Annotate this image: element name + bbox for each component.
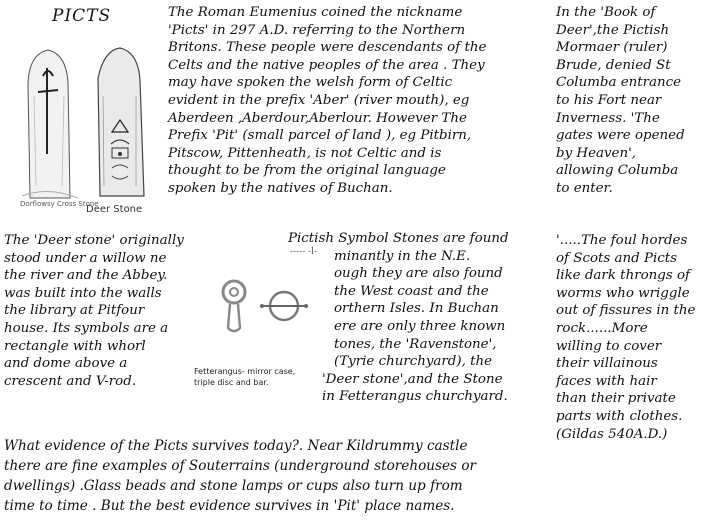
text-line: 'Deer stone',and the Stone <box>322 371 503 387</box>
text-line: The 'Deer stone' originally <box>4 233 184 248</box>
text-line: parts with clothes. <box>556 408 683 424</box>
text-line: Britons. These people were descendants of the <box>168 40 487 56</box>
caption-line: Fetterangus- mirror case, <box>194 367 296 376</box>
text-line: the library at Pitfour <box>4 303 145 319</box>
cross-stone-caption: Dorflowsy Cross Stone <box>20 200 99 208</box>
text-line: ough they are also found <box>334 266 503 282</box>
text-line: in Fetterangus churchyard. <box>322 389 508 405</box>
text-line: by Heaven', <box>556 145 637 161</box>
text-line: Deer',the Pictish <box>556 22 670 38</box>
text-line: Prefix 'Pit' (small parcel of land ), eg Pitbirn, <box>168 128 472 144</box>
text-line: spoken by the natives of Buchan. <box>168 180 393 196</box>
evidence-paragraph <box>4 436 709 516</box>
deer-stone-caption: Deer Stone <box>86 204 143 215</box>
text-line: to his Fort near <box>556 92 662 108</box>
text-line: Aberdeen ,Aberdour,Aberlour. However The <box>168 110 467 126</box>
symbol-caption <box>194 366 295 388</box>
deer-stone-image <box>98 48 144 196</box>
gildas-quote-paragraph <box>556 232 712 443</box>
text-line: may have spoken the welsh form of Celtic <box>168 75 453 91</box>
intro-paragraph <box>168 4 552 198</box>
text-line: allowing Columba <box>556 163 679 179</box>
text-line: The Roman Eumenius coined the nickname <box>168 5 463 20</box>
text-line: gates were opened <box>556 128 685 144</box>
text-line: willing to cover <box>556 338 662 354</box>
text-line: What evidence of the Picts survives today?. Near Kildrummy castle <box>4 438 468 454</box>
text-line: tones, the 'Ravenstone', <box>334 336 497 352</box>
text-line: (Tyrie churchyard), the <box>334 354 493 370</box>
text-line: to enter. <box>556 180 613 196</box>
text-line: Celts and the native peoples of the area . They <box>168 57 485 73</box>
text-line: '.....The foul hordes <box>556 233 688 248</box>
caption-line: triple disc and bar. <box>194 378 269 387</box>
text-line: evident in the prefix 'Aber' (river mouth), eg <box>168 92 470 108</box>
text-line: rock......More <box>556 320 648 336</box>
text-line: thought to be from the original language <box>168 163 446 179</box>
pictish-stones-illustration <box>8 36 160 216</box>
mirror-case-symbol <box>223 281 245 331</box>
text-line: house. Its symbols are a <box>4 320 169 336</box>
text-line: rectangle with whorl <box>4 338 146 354</box>
text-line: Columba entrance <box>556 75 682 91</box>
text-line: minantly in the N.E. <box>334 248 471 264</box>
text-line: of Scots and Picts <box>556 250 677 266</box>
text-line: Pitscow, Pittenheath, is not Celtic and is <box>168 145 442 161</box>
text-line: and dome above a <box>4 356 128 372</box>
text-line: orthern Isles. In Buchan <box>334 301 499 317</box>
text-line: the river and the Abbey. <box>4 268 168 284</box>
symbol-stones-paragraph <box>288 230 550 406</box>
text-line: the West coast and the <box>334 283 489 299</box>
text-line: out of fissures in the <box>556 303 696 319</box>
text-line: than their private <box>556 391 676 407</box>
page-title: PICTS <box>52 6 112 26</box>
text-line: In the 'Book of <box>556 5 656 20</box>
cross-stone-image <box>22 50 78 198</box>
deer-stone-paragraph <box>4 232 214 390</box>
text-line: stood under a willow ne <box>4 250 167 266</box>
text-line: like dark throngs of <box>556 268 690 284</box>
text-line: (Gildas 540A.D.) <box>556 426 668 442</box>
text-line: worms who wriggle <box>556 285 690 301</box>
text-line: was built into the walls <box>4 285 162 301</box>
text-line: their villainous <box>556 356 658 372</box>
text-line: Mormaer (ruler) <box>556 40 668 56</box>
text-line: 'Picts' in 297 A.D. referring to the Northern <box>168 22 466 38</box>
text-line: Pictish Symbol Stones are found <box>288 231 509 246</box>
book-of-deer-paragraph <box>556 4 712 198</box>
text-line: Inverness. 'The <box>556 110 660 126</box>
text-line: time to time . But the best evidence survives in 'Pit' place names. <box>4 498 455 514</box>
overlap-mark: ----- -l- <box>290 247 318 257</box>
text-line: Brude, denied St <box>556 57 671 73</box>
text-line: ere are only three known <box>334 318 506 334</box>
text-line: dwellings) .Glass beads and stone lamps or cups also turn up from <box>4 478 463 494</box>
text-line: faces with hair <box>556 373 657 389</box>
text-line: crescent and V-rod. <box>4 373 137 389</box>
text-line: there are fine examples of Souterrains (underground storehouses or <box>4 458 477 474</box>
